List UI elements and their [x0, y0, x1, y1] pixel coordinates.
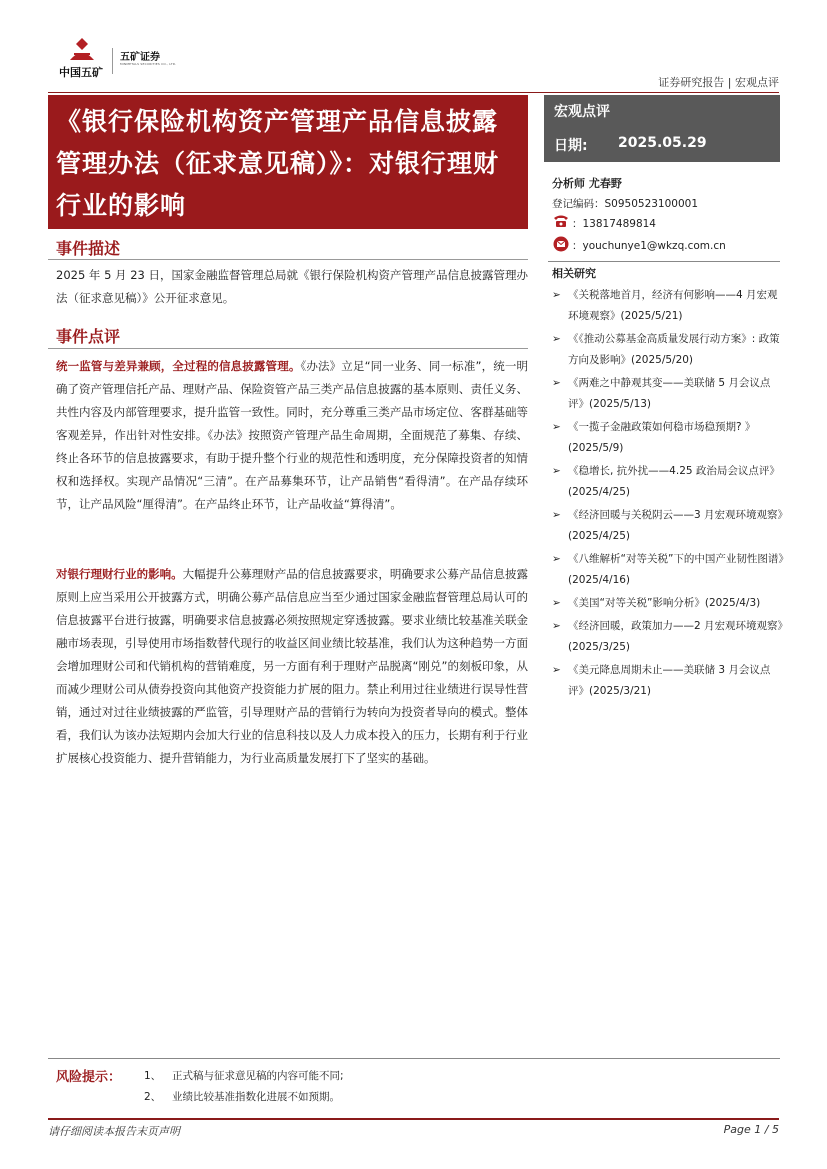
risk-label: 风险提示：	[56, 1070, 122, 1085]
phone-number: 13817489814	[582, 218, 656, 230]
report-category: 宏观点评	[554, 104, 610, 120]
related-research-list	[552, 285, 784, 704]
telephone-icon	[553, 214, 569, 228]
related-item-text[interactable]: 《两难之中静观其变——美联储 5 月会议点评》(2025/5/13)	[568, 377, 771, 410]
related-item[interactable]	[552, 660, 784, 702]
report-date: 2025.05.29	[618, 135, 707, 151]
related-research-title: 相关研究	[552, 267, 596, 280]
logo-text-en: MINMETALS SECURITIES CO., LTD.	[120, 62, 177, 66]
related-item-text[interactable]: 《《推动公募基金高质量发展行动方案》: 政策方向及影响》(2025/5/20)	[568, 333, 780, 366]
chevron-right-icon: ➢	[552, 620, 561, 632]
header-rule	[48, 92, 779, 93]
chevron-right-icon: ➢	[552, 289, 561, 301]
related-item[interactable]	[552, 461, 784, 503]
analyst-phone	[572, 216, 656, 231]
risk-divider	[48, 1058, 780, 1059]
risk-item-number: 1、	[144, 1070, 162, 1082]
paragraph-lead: 对银行理财行业的影响。	[56, 567, 183, 581]
related-item-text[interactable]: 《稳增长, 抗外扰——4.25 政治局会议点评》(2025/4/25)	[568, 465, 780, 498]
related-item[interactable]	[552, 285, 784, 327]
section-heading-review: 事件点评	[56, 327, 121, 346]
analyst-registration: 登记编码：S0950523100001	[552, 198, 699, 210]
risk-item-text: 正式稿与征求意见稿的内容可能不同;	[172, 1070, 344, 1082]
footer-disclaimer: 请仔细阅读本报告末页声明	[48, 1125, 180, 1138]
chevron-right-icon: ➢	[552, 377, 561, 389]
section-heading-event: 事件描述	[56, 239, 121, 258]
logo-divider	[112, 48, 113, 74]
email-icon	[553, 236, 569, 252]
related-item[interactable]	[552, 505, 784, 547]
related-item[interactable]	[552, 593, 784, 614]
related-item[interactable]	[552, 616, 784, 658]
analyst-email[interactable]	[572, 238, 726, 253]
related-item-text[interactable]: 《美元降息周期未止——美联储 3 月会议点评》(2025/3/21)	[568, 664, 771, 697]
chevron-right-icon: ➢	[552, 465, 561, 477]
review-paragraph-2	[56, 563, 528, 770]
email-prefix: ：	[572, 240, 583, 252]
related-divider	[548, 261, 780, 262]
related-item-text[interactable]: 《经济回暖与关税阴云——3 月宏观环境观察》(2025/4/25)	[568, 509, 783, 542]
logo-text-securities: 五矿证券	[120, 52, 160, 63]
date-label: 日期:	[554, 138, 588, 154]
chevron-right-icon: ➢	[552, 509, 561, 521]
related-item-text[interactable]: 《关税落地首月，经济有何影响——4 月宏观环境观察》(2025/5/21)	[568, 289, 778, 322]
risk-item-text: 业绩比较基准指数化进展不如预期。	[172, 1091, 340, 1103]
report-type-label: 证券研究报告 | 宏观点评	[658, 76, 779, 89]
section-divider	[48, 348, 528, 349]
chevron-right-icon: ➢	[552, 421, 561, 433]
section-divider	[48, 259, 528, 260]
event-description: 2025 年 5 月 23 日，国家金融监督管理总局就《银行保险机构资产管理产品信息披露管理办法（征求意见稿）》公开征求意见。	[56, 268, 528, 305]
risk-item-number: 2、	[144, 1091, 162, 1103]
review-paragraph-1	[56, 355, 528, 516]
email-address[interactable]: youchunye1@wkzq.com.cn	[582, 240, 726, 252]
paragraph-lead: 统一监管与差异兼顾，全过程的信息披露管理。	[56, 359, 301, 373]
phone-prefix: ：	[572, 218, 583, 230]
info-panel	[544, 95, 780, 162]
company-logo-icon	[66, 36, 98, 62]
report-title: 《银行保险机构资产管理产品信息披露管理办法（征求意见稿）》：对银行理财行业的影响	[48, 95, 528, 229]
chevron-right-icon: ➢	[552, 664, 561, 676]
related-item[interactable]	[552, 417, 784, 459]
related-item[interactable]	[552, 329, 784, 371]
related-item-text[interactable]: 《一揽子金融政策如何稳市场稳预期? 》(2025/5/9)	[568, 421, 756, 454]
related-item-text[interactable]: 《美国“对等关税”影响分析》(2025/4/3)	[568, 597, 761, 609]
chevron-right-icon: ➢	[552, 553, 561, 565]
logo-text-cn: 中国五矿	[59, 66, 103, 79]
related-item-text[interactable]: 《八维解析“对等关税”下的中国产业韧性图谱》(2025/4/16)	[568, 553, 784, 586]
related-item[interactable]	[552, 549, 784, 591]
related-item[interactable]	[552, 373, 784, 415]
page-number: Page 1 / 5	[723, 1123, 779, 1136]
footer-rule	[48, 1118, 779, 1120]
chevron-right-icon: ➢	[552, 597, 561, 609]
chevron-right-icon: ➢	[552, 333, 561, 345]
analyst-name: 分析师 尤春野	[552, 177, 622, 190]
paragraph-body: 《办法》立足“同一业务、同一标准”，统一明确了资产管理信托产品、理财产品、保险资管产品三类产品信息披露的基本原则、责任义务、共性内容及内部管理要求，提升监管一致性。同时，充分尊重三类产品市场定位、客群基础等客观差异，作出针对性安排。《办法》按照资产管理产品生命周期，全面规范了募集、存续、终止各环节的信息披露要求，有助于提升整个行业的规范性和透明度，充分保障投资者的知情权和选择权。实现产品情况“三清”。在产品募集环节，让产品销售“看得清”。在产品存续环节，让产品风险“厘得清”。在产品终止环节，让产品收益“算得清”。	[56, 359, 528, 511]
related-item-text[interactable]: 《经济回暖，政策加力——2 月宏观环境观察》(2025/3/25)	[568, 620, 783, 653]
paragraph-body: 大幅提升公募理财产品的信息披露要求，明确要求公募产品信息披露原则上应当采用公开披露方式，明确公募产品信息应当至少通过国家金融监督管理总局认可的信息披露平台进行披露，明确要求信息披露必须按照规定穿透披露。要求业绩比较基准关联金融市场表现，引导使用市场指数替代现行的收益区间业绩比较基准，我们认为这种趋势一方面会增加理财公司和代销机构的营销难度，另一方面有利于理财产品脱离“刚兑”的刻板印象，从而减少理财公司从债券投资向其他资产投资能力扩展的阻力。禁止利用过往业绩进行误导性营销，通过对过往业绩披露的严监管，引导理财产品的营销行为转向为投资者导向的模式。整体看，我们认为该办法短期内会加大行业的信息科技以及人力成本投入的压力，长期有利于行业扩展核心投资能力、提升营销能力，为行业高质量发展打下了坚实的基础。	[56, 567, 528, 765]
